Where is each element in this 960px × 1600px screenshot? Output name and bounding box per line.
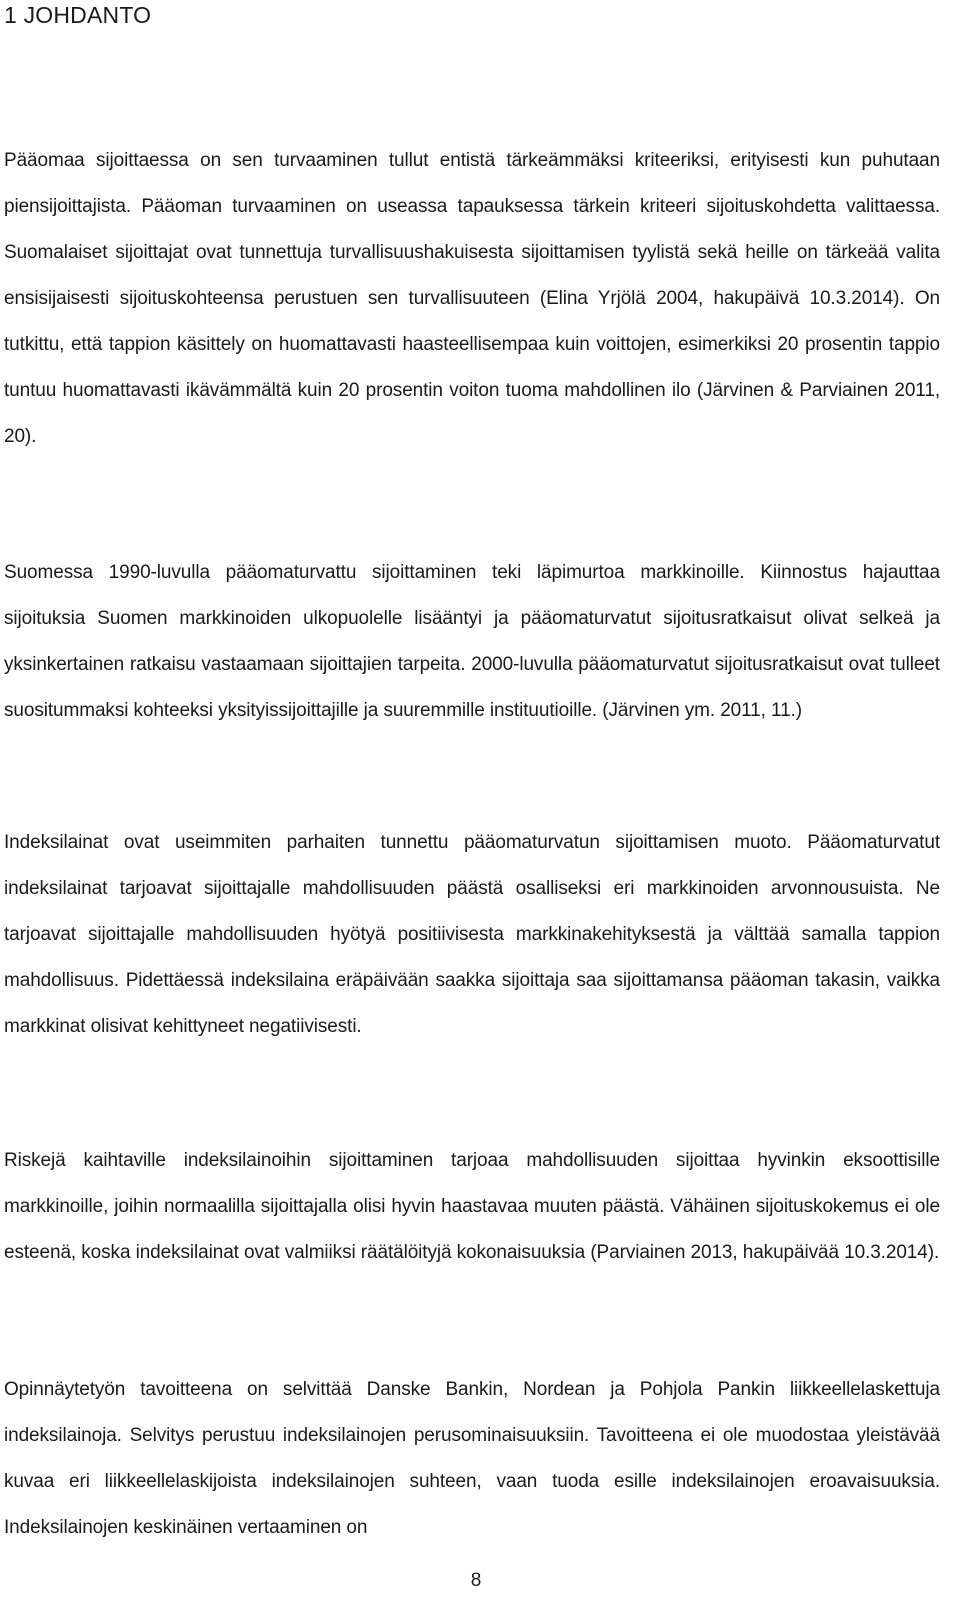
paragraph-index-loans: Indeksilainat ovat useimmiten parhaiten tunnettu pääomaturvatun sijoittamisen muoto. Pääomaturvatut indeksilainat tarjoavat sijoittajalle mahdollisuuden päästä osalliseksi eri markkinoiden arvonnousuista. Ne tarjoavat sijoittajalle mahdollisuuden hyötyä positiivisesta markkinakehityksestä ja välttää samalla tappion mahdollisuus. Pidettäessä indeksilaina eräpäivään saakka sijoittaja saa sijoittamansa pääoman takasin, vaikka markkinat olisivat kehittyneet negatiivisesti. bbox=[4, 832, 940, 1037]
paragraph-history: Suomessa 1990-luvulla pääomaturvattu sijoittaminen teki läpimurtoa markkinoille. Kiinnostus hajauttaa sijoituksia Suomen markkinoiden ulkopuolelle lisääntyi ja pääomaturvatut sijoitusratkaisut olivat selkeä ja yksinkertainen ratkaisu vastaamaan sijoittajien tarpeita. 2000-luvulla pääomaturvatut sijoitusratkaisut ovat tulleet suositummaksi kohteeksi yksityissijoittajille ja suuremmille instituutioille. (Järvinen ym. 2011, 11.) bbox=[4, 562, 940, 721]
paragraph-objective: Opinnäytetyön tavoitteena on selvittää Danske Bankin, Nordean ja Pohjola Pankin liikkeellelaskettuja indeksilainoja. Selvitys perustuu indeksilainojen perusominaisuuksiin. Tavoitteena ei ole muodostaa yleistävää kuvaa eri liikkeellelaskijoista indeksilainojen suhteen, vaan tuoda esille indeksilainojen eroavaisuuksia. Indeksilainojen keskinäinen vertaaminen on bbox=[4, 1379, 940, 1538]
paragraph-intro: Pääomaa sijoittaessa on sen turvaaminen tullut entistä tärkeämmäksi kriteeriksi, erityisesti kun puhutaan piensijoittajista. Pääoman turvaaminen on useassa tapauksessa tärkein kriteeri sijoituskohdetta valittaessa. Suomalaiset sijoittajat ovat tunnettuja turvallisuushakuisesta sijoittamisen tyylistä sekä heille on tärkeää valita ensisijaisesti sijoituskohteensa perustuen sen turvallisuuteen (Elina Yrjölä 2004, hakupäivä 10.3.2014). On tutkittu, että tappion käsittely on huomattavasti haasteellisempaa kuin voittojen, esimerkiksi 20 prosentin tappio tuntuu huomattavasti ikävämmältä kuin 20 prosentin voiton tuoma mahdollinen ilo (Järvinen & Parviainen 2011, 20). bbox=[4, 150, 940, 447]
page-number: 8 bbox=[470, 1570, 482, 1591]
section-heading: 1 JOHDANTO bbox=[4, 2, 152, 28]
paragraph-risk: Riskejä kaihtaville indeksilainoihin sijoittaminen tarjoaa mahdollisuuden sijoittaa hyvinkin eksoottisille markkinoille, joihin normaalilla sijoittajalla olisi hyvin haastavaa muuten päästä. Vähäinen sijoituskokemus ei ole esteenä, koska indeksilainat ovat valmiiksi räätälöityjä kokonaisuuksia (Parviainen 2013, hakupäivää 10.3.2014). bbox=[4, 1150, 940, 1263]
